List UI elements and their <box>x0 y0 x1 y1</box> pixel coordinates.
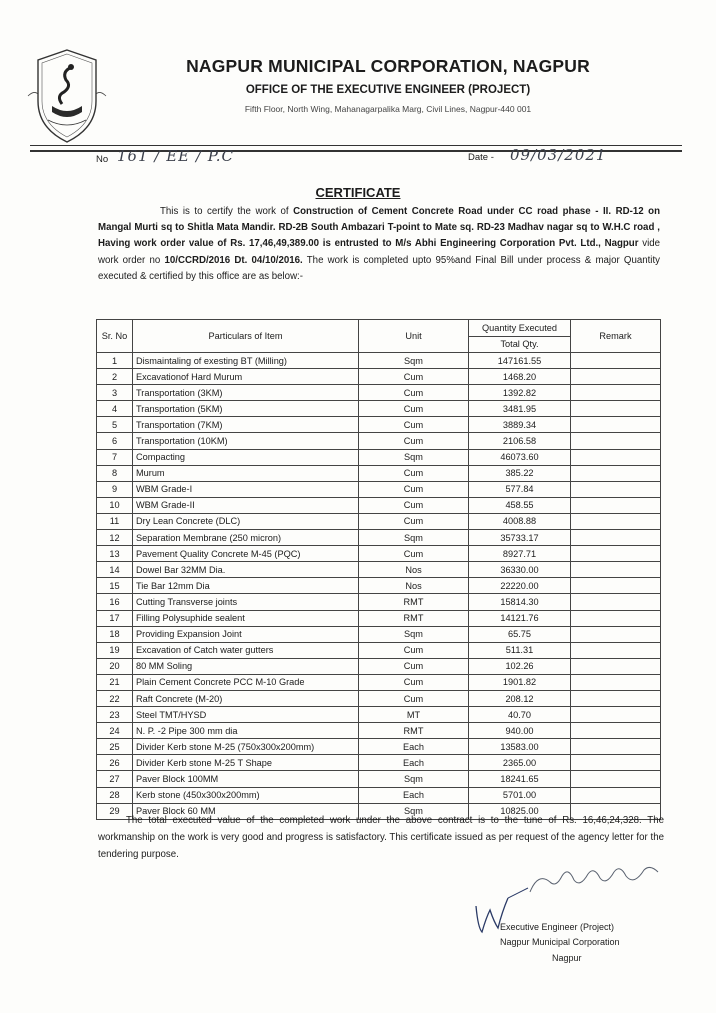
cell-sr-no: 22 <box>97 690 133 706</box>
cell-remark <box>571 755 661 771</box>
cell-total-qty: 8927.71 <box>469 546 571 562</box>
cell-unit: Sqm <box>359 626 469 642</box>
cell-sr-no: 3 <box>97 385 133 401</box>
cell-sr-no: 25 <box>97 739 133 755</box>
table-row <box>97 610 661 626</box>
cell-total-qty: 40.70 <box>469 707 571 723</box>
cell-unit: Cum <box>359 642 469 658</box>
cell-sr-no: 2 <box>97 369 133 385</box>
cell-sr-no: 21 <box>97 674 133 690</box>
cell-remark <box>571 594 661 610</box>
cell-unit: Sqm <box>359 449 469 465</box>
table-row <box>97 658 661 674</box>
cell-total-qty: 102.26 <box>469 658 571 674</box>
header-particulars: Particulars of Item <box>133 320 359 353</box>
cell-unit: Nos <box>359 578 469 594</box>
cell-unit: Cum <box>359 690 469 706</box>
table-row <box>97 401 661 417</box>
cell-unit: Cum <box>359 481 469 497</box>
cell-particulars: Divider Kerb stone M-25 T Shape <box>133 755 359 771</box>
cell-sr-no: 15 <box>97 578 133 594</box>
work-order-number: 10/CCRD/2016 Dt. 04/10/2016. <box>164 254 303 266</box>
certificate-intro: This is to certify the work of <box>160 206 294 217</box>
cell-particulars: 80 MM Soling <box>133 658 359 674</box>
cell-remark <box>571 401 661 417</box>
cell-particulars: WBM Grade-II <box>133 497 359 513</box>
cell-total-qty: 1468.20 <box>469 369 571 385</box>
cell-remark <box>571 578 661 594</box>
cell-sr-no: 9 <box>97 481 133 497</box>
cell-total-qty: 46073.60 <box>469 449 571 465</box>
cell-unit: Cum <box>359 465 469 481</box>
cell-total-qty: 35733.17 <box>469 530 571 546</box>
cell-particulars: N. P. -2 Pipe 300 mm dia <box>133 723 359 739</box>
cell-remark <box>571 642 661 658</box>
cell-total-qty: 4008.88 <box>469 513 571 529</box>
cell-total-qty: 13583.00 <box>469 739 571 755</box>
cell-sr-no: 26 <box>97 755 133 771</box>
cell-remark <box>571 449 661 465</box>
work-order-prefix: vide work order no <box>98 238 660 266</box>
cell-particulars: Excavation of Catch water gutters <box>133 642 359 658</box>
cell-total-qty: 10825.00 <box>469 803 571 819</box>
date-value: 09/03/2021 <box>510 146 607 164</box>
table-row <box>97 562 661 578</box>
table-row <box>97 513 661 529</box>
cell-particulars: Steel TMT/HYSD <box>133 707 359 723</box>
cell-particulars: WBM Grade-I <box>133 481 359 497</box>
table-row <box>97 530 661 546</box>
cell-total-qty: 385.22 <box>469 465 571 481</box>
table-row <box>97 771 661 787</box>
cell-remark <box>571 690 661 706</box>
cell-unit: Cum <box>359 674 469 690</box>
cell-unit: Cum <box>359 546 469 562</box>
cell-unit: Cum <box>359 497 469 513</box>
cell-remark <box>571 353 661 369</box>
cell-remark <box>571 739 661 755</box>
cell-remark <box>571 481 661 497</box>
cell-particulars: Divider Kerb stone M-25 (750x300x200mm) <box>133 739 359 755</box>
cell-total-qty: 65.75 <box>469 626 571 642</box>
cell-sr-no: 12 <box>97 530 133 546</box>
cell-total-qty: 15814.30 <box>469 594 571 610</box>
table-row <box>97 594 661 610</box>
cell-particulars: Compacting <box>133 449 359 465</box>
cell-sr-no: 29 <box>97 803 133 819</box>
header-sr-no: Sr. No <box>97 320 133 353</box>
table-row <box>97 707 661 723</box>
cell-particulars: Excavationof Hard Murum <box>133 369 359 385</box>
cell-sr-no: 5 <box>97 417 133 433</box>
cell-remark <box>571 723 661 739</box>
cell-remark <box>571 385 661 401</box>
cell-remark <box>571 497 661 513</box>
cell-sr-no: 28 <box>97 787 133 803</box>
cell-particulars: Providing Expansion Joint <box>133 626 359 642</box>
table-row <box>97 739 661 755</box>
cell-sr-no: 1 <box>97 353 133 369</box>
cell-remark <box>571 610 661 626</box>
cell-unit: Cum <box>359 513 469 529</box>
cell-unit: Cum <box>359 417 469 433</box>
cell-unit: RMT <box>359 610 469 626</box>
cell-remark <box>571 626 661 642</box>
signatory-designation: Executive Engineer (Project) <box>500 922 615 932</box>
cell-total-qty: 36330.00 <box>469 562 571 578</box>
office-address: Fifth Floor, North Wing, Mahanagarpalika Marg, Civil Lines, Nagpur-440 001 <box>244 104 532 114</box>
table-row <box>97 497 661 513</box>
cell-sr-no: 27 <box>97 771 133 787</box>
cell-total-qty: 5701.00 <box>469 787 571 803</box>
cell-particulars: Raft Concrete (M-20) <box>133 690 359 706</box>
cell-unit: Cum <box>359 385 469 401</box>
table-row <box>97 546 661 562</box>
cell-particulars: Plain Cement Concrete PCC M-10 Grade <box>133 674 359 690</box>
cell-remark <box>571 707 661 723</box>
signatory-city: Nagpur <box>552 953 582 963</box>
cell-unit: Cum <box>359 433 469 449</box>
header-total-qty: Total Qty. <box>469 336 571 353</box>
cell-remark <box>571 562 661 578</box>
cell-unit: Each <box>359 739 469 755</box>
cell-particulars: Dowel Bar 32MM Dia. <box>133 562 359 578</box>
cell-sr-no: 24 <box>97 723 133 739</box>
table-row <box>97 449 661 465</box>
table-row <box>97 690 661 706</box>
cell-total-qty: 3889.34 <box>469 417 571 433</box>
cell-sr-no: 23 <box>97 707 133 723</box>
completion-status: The work is completed upto 95%and Final Bill under process & major Quantity executed & certified by this office are as below:- <box>98 254 660 282</box>
cell-total-qty: 1392.82 <box>469 385 571 401</box>
table-row <box>97 385 661 401</box>
header-remark: Remark <box>571 320 661 353</box>
cell-sr-no: 17 <box>97 610 133 626</box>
closing-statement: The total executed value of the completed work under the above contract is to the tune of Rs. 16,46,24,328. The workmanship on the work is very good and progress is satisfactory. This certificate issued as per request of the agency letter for the tendering purpose. <box>98 815 664 860</box>
header-quantity-executed: Quantity Executed <box>469 320 571 337</box>
cell-particulars: Paver Block 60 MM <box>133 803 359 819</box>
table-row <box>97 481 661 497</box>
table-row <box>97 465 661 481</box>
cell-sr-no: 11 <box>97 513 133 529</box>
cell-sr-no: 7 <box>97 449 133 465</box>
cell-remark <box>571 369 661 385</box>
cell-particulars: Transportation (5KM) <box>133 401 359 417</box>
cell-sr-no: 18 <box>97 626 133 642</box>
table-row <box>97 353 661 369</box>
cell-unit: Cum <box>359 369 469 385</box>
cell-sr-no: 8 <box>97 465 133 481</box>
cell-particulars: Separation Membrane (250 micron) <box>133 530 359 546</box>
cell-particulars: Dry Lean Concrete (DLC) <box>133 513 359 529</box>
cell-particulars: Transportation (10KM) <box>133 433 359 449</box>
cell-total-qty: 1901.82 <box>469 674 571 690</box>
table-row <box>97 787 661 803</box>
office-subtitle: OFFICE OF THE EXECUTIVE ENGINEER (PROJECT) <box>245 84 531 96</box>
reference-number-label: No <box>96 154 109 165</box>
cell-unit: Cum <box>359 658 469 674</box>
table-row <box>97 723 661 739</box>
cell-particulars: Transportation (3KM) <box>133 385 359 401</box>
table-row <box>97 755 661 771</box>
cell-remark <box>571 530 661 546</box>
cell-total-qty: 147161.55 <box>469 353 571 369</box>
organization-title: NAGPUR MUNICIPAL CORPORATION, NAGPUR <box>186 56 590 76</box>
cell-sr-no: 14 <box>97 562 133 578</box>
cell-sr-no: 10 <box>97 497 133 513</box>
table-row <box>97 626 661 642</box>
cell-remark <box>571 465 661 481</box>
cell-remark <box>571 433 661 449</box>
cell-unit: Sqm <box>359 353 469 369</box>
cell-total-qty: 577.84 <box>469 481 571 497</box>
signatory-organization: Nagpur Municipal Corporation <box>500 937 620 947</box>
quantity-table <box>96 319 661 820</box>
cell-total-qty: 458.55 <box>469 497 571 513</box>
cell-particulars: Filling Polysuphide sealent <box>133 610 359 626</box>
cell-remark <box>571 658 661 674</box>
table-row <box>97 642 661 658</box>
cell-unit: Sqm <box>359 803 469 819</box>
cell-total-qty: 940.00 <box>469 723 571 739</box>
work-description: Construction of Cement Concrete Road under CC road phase - II. RD-12 on Mangal Murti sq to Shitla Mata Mandir. RD-2B South Ambazari T-point to Mate sq. RD-23 Madhav nagar sq to W.H.C road , Having work order value of Rs. 17,46,49,389.00 is entrusted to M/s Abhi Engineering Corporation Pvt. Ltd., Nagpur <box>98 206 660 250</box>
cell-remark <box>571 787 661 803</box>
cell-unit: Sqm <box>359 771 469 787</box>
cell-total-qty: 3481.95 <box>469 401 571 417</box>
cell-remark <box>571 513 661 529</box>
cell-total-qty: 14121.76 <box>469 610 571 626</box>
cell-unit: RMT <box>359 594 469 610</box>
date-label: Date - <box>468 152 494 163</box>
cell-total-qty: 2365.00 <box>469 755 571 771</box>
municipal-emblem-icon <box>26 46 108 146</box>
cell-total-qty: 208.12 <box>469 690 571 706</box>
cell-particulars: Tie Bar 12mm Dia <box>133 578 359 594</box>
header-unit: Unit <box>359 320 469 353</box>
cell-sr-no: 20 <box>97 658 133 674</box>
cell-sr-no: 4 <box>97 401 133 417</box>
table-row <box>97 578 661 594</box>
cell-particulars: Cutting Transverse joints <box>133 594 359 610</box>
cell-unit: Each <box>359 755 469 771</box>
table-row <box>97 369 661 385</box>
cell-sr-no: 6 <box>97 433 133 449</box>
table-row <box>97 433 661 449</box>
cell-unit: Sqm <box>359 530 469 546</box>
cell-total-qty: 18241.65 <box>469 771 571 787</box>
cell-unit: Nos <box>359 562 469 578</box>
cell-particulars: Transportation (7KM) <box>133 417 359 433</box>
cell-remark <box>571 417 661 433</box>
cell-total-qty: 511.31 <box>469 642 571 658</box>
cell-particulars: Dismaintaling of exesting BT (Milling) <box>133 353 359 369</box>
cell-unit: Each <box>359 787 469 803</box>
reference-number-value: 161 / EE / P.C <box>117 147 235 165</box>
cell-sr-no: 19 <box>97 642 133 658</box>
cell-particulars: Paver Block 100MM <box>133 771 359 787</box>
cell-sr-no: 16 <box>97 594 133 610</box>
cell-particulars: Kerb stone (450x300x200mm) <box>133 787 359 803</box>
cell-remark <box>571 546 661 562</box>
cell-unit: RMT <box>359 723 469 739</box>
cell-unit: Cum <box>359 401 469 417</box>
cell-unit: MT <box>359 707 469 723</box>
cell-sr-no: 13 <box>97 546 133 562</box>
cell-particulars: Murum <box>133 465 359 481</box>
certificate-title: CERTIFICATE <box>315 185 401 200</box>
certificate-body <box>98 204 660 285</box>
cell-remark <box>571 771 661 787</box>
cell-total-qty: 22220.00 <box>469 578 571 594</box>
table-row <box>97 674 661 690</box>
cell-remark <box>571 674 661 690</box>
cell-particulars: Pavement Quality Concrete M-45 (PQC) <box>133 546 359 562</box>
cell-total-qty: 2106.58 <box>469 433 571 449</box>
table-row <box>97 417 661 433</box>
